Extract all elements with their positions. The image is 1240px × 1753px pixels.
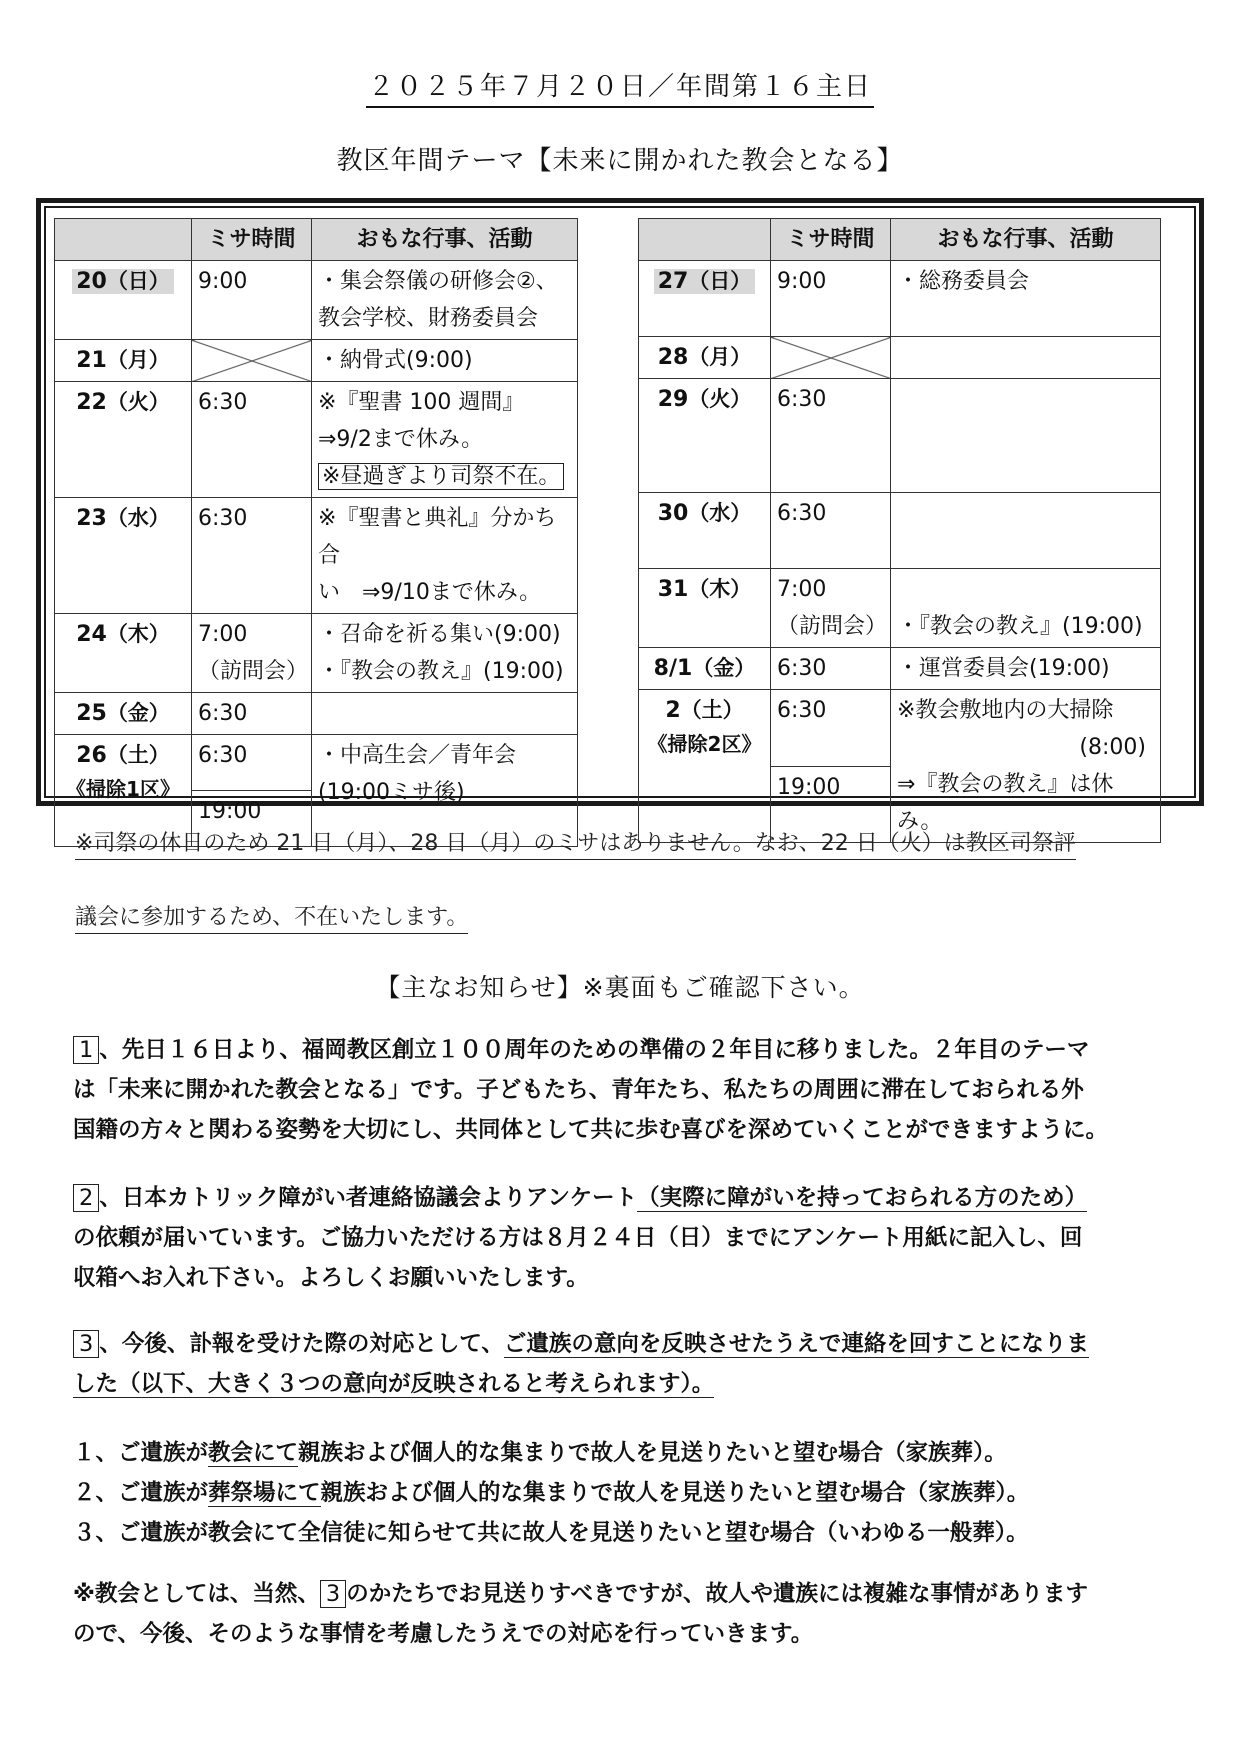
day-cell: 21（月） [55,340,192,382]
day-cell: 2（土） 《掃除2区》 [639,690,771,843]
header-activities: おもな行事、活動 [891,219,1161,261]
table-row [55,693,578,735]
day-cell: 27（日） [639,261,771,337]
header-mass-time: ミサ時間 [771,219,891,261]
activity-cell: ・運営委員会(19:00) [891,648,1161,690]
header-day [55,219,192,261]
item-number-box: 2 [73,1184,99,1212]
boxed-note: ※昼過ぎより司祭不在。 [318,463,564,490]
day-cell: 28（月） [639,337,771,379]
table-row [639,690,1161,767]
no-mass-cell [771,337,891,379]
table-row [55,382,578,498]
activity-cell: ・中高生会／青年会 (19:00ミサ後) [312,735,578,847]
day-cell: 26（土） 《掃除1区》 [55,735,192,847]
time-cell: 6:30 [192,382,312,498]
cleaning-area: 《掃除2区》 [647,732,762,756]
time-cell: 9:00 [771,261,891,337]
time-cell: 9:00 [192,261,312,340]
activity-cell [891,337,1161,379]
table-row [639,379,1161,493]
day-cell: 24（木） [55,614,192,693]
time-cell: 6:30 [771,493,891,569]
list-item: ２、ご遺族が葬祭場にて親族および個人的な集まりで故人を見送りたいと望む場合（家族葬）。 [73,1480,1030,1506]
time-cell: 6:30 [771,690,891,767]
time-cell: 19:00 [192,791,312,847]
item-number-box: 3 [73,1330,99,1358]
time-cell: 6:30 [192,498,312,614]
table-row [55,340,578,382]
activity-cell: ※『聖書 100 週間』 ⇒9/2まで休み。 ※昼過ぎより司祭不在。 [312,382,578,498]
table-row [639,648,1161,690]
time-cell: 6:30 [771,379,891,493]
activity-cell: ・総務委員会 [891,261,1161,337]
table-row [55,498,578,614]
header-mass-time: ミサ時間 [192,219,312,261]
time-cell: 7:00 （訪問会） [192,614,312,693]
time-cell: 7:00 （訪問会） [771,569,891,648]
time-cell: 6:30 [192,693,312,735]
table-row [55,261,578,340]
schedule-frame [36,198,1204,834]
activity-cell [891,493,1161,569]
list-item: ３、ご遺族が教会にて全信徒に知らせて共に故人を見送りたいと望む場合（いわゆる一般葬）。 [73,1520,1029,1546]
day-cell: 29（火） [639,379,771,493]
activity-cell: ・納骨式(9:00) [312,340,578,382]
announcement-1: 1 、先日１６日より、福岡教区創立１００周年のための準備の２年目に移りました。２年目のテーマ は「未来に開かれた教会となる」です。子どもたち、青年たち、私たちの周囲に滞在しておられる外 国籍の方々と関わる姿勢を大切にし、共同体として共に歩む喜びを深めていくことができますように。 [73,1037,1109,1143]
activity-cell: ・召命を祈る集い(9:00) ・『教会の教え』(19:00) [312,614,578,693]
list-item: １、ご遺族が教会にて親族および個人的な集まりで故人を見送りたいと望む場合（家族葬）。 [73,1440,1007,1466]
activity-cell: ・『教会の教え』(19:00) [891,569,1161,648]
header-activities: おもな行事、活動 [312,219,578,261]
table-row [639,569,1161,648]
activity-cell: ※『聖書と典礼』分かち合 い ⇒9/10まで休み。 [312,498,578,614]
cleaning-area: 《掃除1区》 [66,777,180,801]
day-cell: 25（金） [55,693,192,735]
day-cell: 31（木） [639,569,771,648]
schedule-table-left [54,218,578,847]
note-line-2: 議会に参加するため、不在いたします。 [75,900,468,931]
day-cell: 8/1（金） [639,648,771,690]
day-cell: 22（火） [55,382,192,498]
activity-cell [312,693,578,735]
announcement-3: 3 、今後、訃報を受けた際の対応として、ご遺族の意向を反映させたうえで連絡を回すことになりま した（以下、大きく３つの意向が反映されると考えられます）。 [73,1331,1089,1397]
announcements-heading: 【主なお知らせ】※裏面もご確認下さい。 [375,973,865,1002]
activity-cell: ・集会祭儀の研修会②、 教会学校、財務委員会 [312,261,578,340]
no-mass-cell [192,340,312,382]
note-line-1: ※司祭の休日のため 21 日（月）、28 日（月）のミサはありません。なお、22 日（火）は教区司祭評 [75,826,1076,857]
time-cell: 19:00 [771,766,891,843]
day-cell: 23（水） [55,498,192,614]
table-row [639,337,1161,379]
table-header-row [55,219,578,261]
day-cell: 20（日） [55,261,192,340]
theme-title: 教区年間テーマ【未来に開かれた教会となる】 [336,146,904,176]
funeral-cases [73,1433,1183,1553]
table-row [639,493,1161,569]
schedule-table-right [638,218,1161,843]
table-row [55,735,578,791]
schedule-right [638,218,1161,843]
day-cell: 30（水） [639,493,771,569]
table-header-row [639,219,1161,261]
date-title: ２０２５年７月２０日／年間第１６主日 [0,66,1240,103]
time-cell: 6:30 [771,648,891,690]
item-number-box: 3 [320,1580,346,1608]
time-cell: 6:30 [192,735,312,791]
announcement-2: 2 、日本カトリック障がい者連絡協議会よりアンケート（実際に障がいを持っておられる方のため） の依頼が届いています。ご協力いただける方は８月２４日（日）までにアンケート用紙に記入し、回 収箱へお入れ下さい。よろしくお願いいたします。 [73,1185,1088,1291]
item-number-box: 1 [73,1036,99,1064]
activity-cell [891,379,1161,493]
table-row [55,614,578,693]
activity-cell: ※教会敷地内の大掃除 (8:00) ⇒『教会の教え』は休み。 [891,690,1161,843]
table-row [639,261,1161,337]
schedule-left [54,218,578,847]
header-day [639,219,771,261]
closing-note: ※教会としては、当然、 3 のかたちでお見送りすべきですが、故人や遺族には複雑な事情があります ので、今後、そのような事情を考慮したうえでの対応を行っていきます。 [73,1581,1089,1647]
